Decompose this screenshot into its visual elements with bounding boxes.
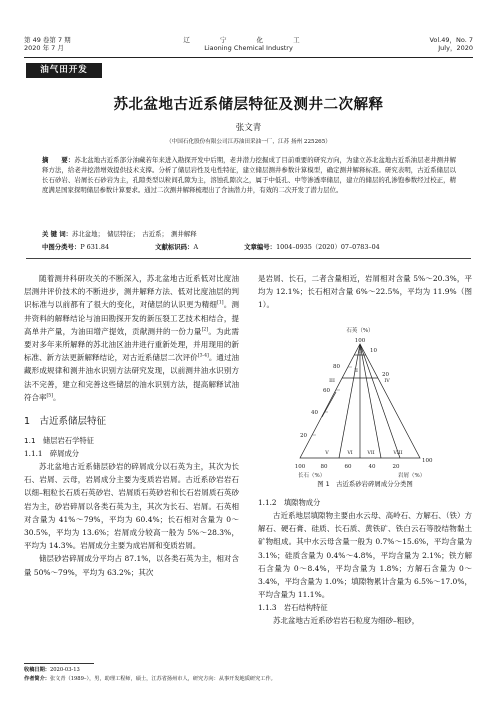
citation: [5] xyxy=(46,393,54,399)
abstract xyxy=(42,155,456,195)
author-bio-text: 张文青（1989–），男，助理工程师，硕士，江苏省扬州市人，研究方向：从事开发地质研究工作。 xyxy=(49,675,276,682)
body-paragraph: 是岩屑、长石，二者含量相近，岩屑相对含量 5%～20.3%，平均为 12.1%；长石相对含量 6%～22.5%，平均为 11.9%（图 1）。 xyxy=(258,274,472,310)
intro-text: 随着测井科研攻关的不断深入，苏北盆地古近系低对比度油层测井评价技术的不断进步，测井解释方法、低对比度油层的判识标准与以前都有了很大的变化，对储层的认识更为精细 xyxy=(24,274,239,310)
zone-line xyxy=(360,344,381,458)
abstract-separator xyxy=(26,258,471,259)
intro-text: 。为此需要对多年来所解释的苏北油区油井进行重新处理，并用现用的新标准、新方法更新解释结论，对古近系储层二次评价 xyxy=(24,326,240,363)
left-axis-label: 长石（%） xyxy=(298,473,326,478)
header-date-en: July，2020 xyxy=(438,44,473,52)
body-left-column xyxy=(24,272,239,579)
ternary-diagram xyxy=(270,322,450,478)
left-tick: 20 xyxy=(300,433,307,439)
zone-line xyxy=(360,344,403,458)
zone-label: V xyxy=(325,451,329,456)
left-tick: 80 xyxy=(333,364,340,370)
right-tick: 20 xyxy=(382,372,389,378)
apex-axis-label: 石英（%） xyxy=(346,328,374,334)
left-tick: 40 xyxy=(311,410,318,416)
header-volume-en xyxy=(429,36,473,52)
clc-label: 中图分类号： xyxy=(42,243,81,251)
footnote-rule xyxy=(24,663,94,664)
author-name: 张文青 xyxy=(235,123,262,133)
id-label: 文章编号： xyxy=(244,243,277,251)
header-journal xyxy=(24,36,473,52)
citation: [2] xyxy=(201,327,209,333)
section-heading-1-1-2: 1.1.2 填隙物成分 xyxy=(258,498,321,507)
header-rule xyxy=(24,57,473,58)
zone-line xyxy=(322,392,336,417)
doc-value: A xyxy=(193,243,199,251)
intro-text: 。测井资料的解释结论与油田勘探开发的新压裂工艺技术相结合，提高单井产量，为油田增产提效，贡献测井的一份力量 xyxy=(24,300,240,336)
header-volume-issue: 第 49 卷第 7 期 xyxy=(24,36,71,44)
base-tick: 100 xyxy=(294,464,306,470)
id-value: 1004–0935（2020）07–0783–04 xyxy=(276,243,380,251)
figure-caption: 图 1 古近系砂岩碎屑成分分类图 xyxy=(317,480,413,488)
base-tick: 60 xyxy=(344,464,352,470)
body-right-column-top xyxy=(258,272,472,312)
section-heading-1-1: 1.1 储层岩石学特征 xyxy=(24,436,94,446)
base-tick: 20 xyxy=(392,464,400,470)
received-label: 收稿日期： xyxy=(24,667,50,673)
base-tick: 40 xyxy=(368,464,376,470)
header-journal-en: Liaoning Chemical Industry xyxy=(204,44,293,52)
intro-paragraph xyxy=(24,272,239,404)
clc-number xyxy=(42,243,131,251)
right-axis-label: 岩屑（%） xyxy=(398,473,426,478)
zone-label: III xyxy=(329,379,335,384)
zone-line xyxy=(339,344,360,458)
left-tick: 60 xyxy=(323,388,330,394)
article-title: 苏北盆地古近系储层特征及测井二次解释 xyxy=(113,97,384,113)
apex-tick: 100 xyxy=(354,338,366,344)
received-value: 2020-03-13 xyxy=(49,667,80,673)
section-heading-1-1-1: 1.1.1 碎屑成分 xyxy=(24,449,80,459)
clc-value: P 631.84 xyxy=(80,243,110,251)
body-paragraph: 苏北盆地古近系砂岩岩石粒度为细砂–粗砂， xyxy=(273,616,420,626)
zone-label: VII xyxy=(367,451,375,456)
right-tick: 10 xyxy=(370,348,377,354)
body-paragraph: 古近系地层填隙物主要由水云母、高岭石、方解石、（铁）方解石、硬石膏、硅质、长石质、黄铁矿、铁白云石等胶结物黏土矿物组成。其中水云母含量一般为 0.7%～15.6%，平均含量为 3.1%；硅质含量为 0.4%～4.8%，平均含量为 2.1%；铁方解石含量为 0～8.4%，平均含量为 1.8%；方解石含量为 0～3.4%，平均含量为 1.0%；填隙物累计含量为 6.5%～17.0%，平均含量为 11.1%。 xyxy=(258,511,472,600)
footnote xyxy=(24,666,474,683)
body-right-column-bottom xyxy=(258,496,472,628)
keywords-text: 苏北盆地； 储层特征； 古近系； 测井解释 xyxy=(72,230,197,238)
received-date xyxy=(24,666,474,675)
author-bio xyxy=(24,675,474,684)
header-journal-cn: 辽 宁 化 工 xyxy=(183,36,314,44)
zone-label: II xyxy=(354,369,358,374)
intro-text: 。 xyxy=(53,392,61,402)
keywords xyxy=(42,229,456,238)
body-paragraph: 苏北盆地古近系储层砂岩的碎屑成分以石英为主，其次为长石、岩屑、云母，岩屑成分主要为变质岩岩屑。古近系砂岩岩石以细–粗粒长石质石英砂岩、岩屑质石英砂岩和长石岩屑质石英砂岩为主，砂岩碎屑以各类石英为主，其次为长石、岩屑。石英相对含量为 41%～79%，平均为 60.4%；长石相对含量为 0～30.5%，平均为 13.6%；岩屑成分较高一般为 5%～28.3%，平均为 14.3%。岩屑成分主要为成岩屑和变质岩屑。 xyxy=(24,462,239,551)
article-id xyxy=(244,243,402,251)
author-bio-label: 作者简介： xyxy=(24,675,50,682)
abstract-text: 苏北盆地古近系部分油藏若年来进入勘探开发中后期，老井潜力挖掘成了目前重要的研究方向，为建立苏北盆地古近系油层老井测井解释方法，给老井挖潜增效提供技术支撑。分析了储层岩性及电性特征，建立储层测井参数计算模型，确定测井解释标准。研究表明，古近系储层以长石砂岩、岩屑长石砂岩为主，孔隙类型以粒间孔隙为主，溶蚀孔隙次之，属于中低孔、中等渗透率储层，建立的储层的孔渗饱参数经过校正，精度满足国家探明储层参数计算要求。通过二次测井解释梳理出了含油潜力井，有效的二次开发了潜力层位。 xyxy=(42,156,457,195)
section-heading-1-1-3: 1.1.3 岩石结构特征 xyxy=(258,603,328,613)
section-heading-1: 1 古近系储层特征 xyxy=(24,416,107,428)
journal-header xyxy=(24,36,473,58)
abstract-label: 摘 要： xyxy=(42,156,75,164)
header-vol-no: Vol.49，No. 7 xyxy=(429,36,473,44)
zone-label: VI xyxy=(347,451,353,456)
zone-label: I xyxy=(359,350,361,355)
keywords-label: 关 键 词： xyxy=(42,230,73,238)
base-tick: 80 xyxy=(320,464,328,470)
citation: [1] xyxy=(217,300,224,306)
body-paragraph: 储层砂岩碎屑成分平均占 87.1%，以各类石英为主，相对含量 50%～79%，平均为 63.2%；其次 xyxy=(24,554,239,577)
doc-label: 文献标识码： xyxy=(155,243,194,251)
section-tag: 油气田开发 xyxy=(26,63,102,78)
right-tick: 100 xyxy=(422,458,433,464)
zone-label: IV xyxy=(384,379,390,384)
intro-text: 。通过油藏形成规律和测井油水识别方法研究发现，以前测井油水识别方法不完善，建立和完善这些储层的油水识别方法，提高解释试油符合率 xyxy=(24,353,240,402)
article-meta xyxy=(42,242,456,251)
author-affiliation: （中国石化股份有限公司江苏油田采油一厂，江苏 扬州 225265） xyxy=(166,139,331,145)
doc-code xyxy=(155,243,220,251)
zone-label: VIII xyxy=(393,451,403,456)
citation: [3-4] xyxy=(197,353,209,359)
header-date-cn: 2020 年 7 月 xyxy=(24,44,64,52)
